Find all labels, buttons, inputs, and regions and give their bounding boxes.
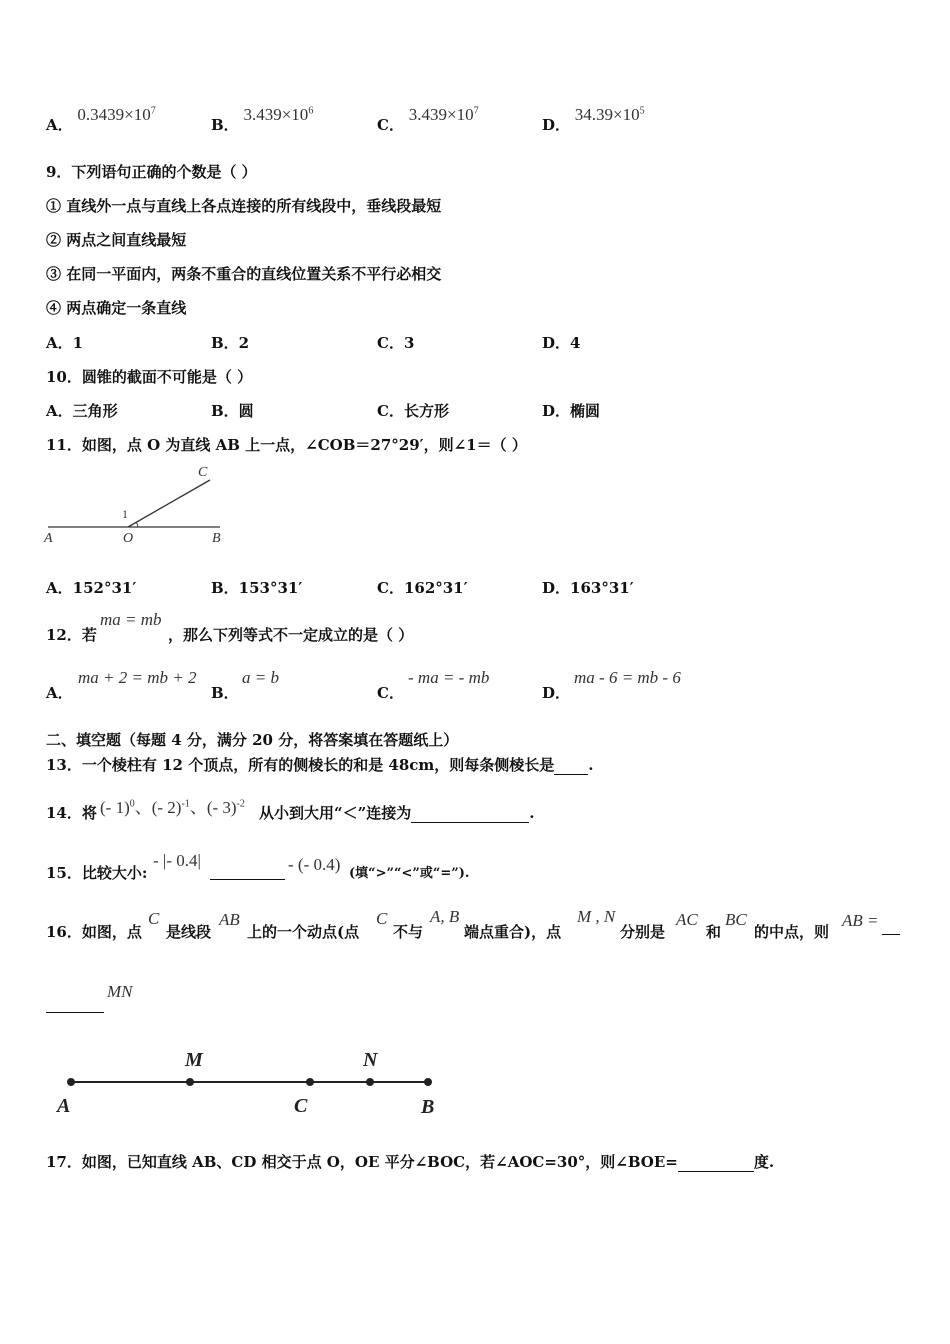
q11-option-d: D．163°31′: [542, 579, 634, 597]
q16-t4: 不与: [393, 923, 424, 941]
q12-option-b-letter: B．: [211, 684, 239, 702]
q16-fig-label-m: M: [185, 1049, 203, 1071]
q15-right-expr: - (- 0.4): [288, 855, 341, 874]
q8-option-b: B． $3.439\times 10^6$: [211, 105, 314, 134]
q10-stem: 10．圆锥的截面不可能是（ ）: [46, 368, 253, 386]
q9-option-b: B．2: [211, 334, 250, 352]
q8-option-a: A． $0.3439\times 10^7$: [46, 105, 156, 134]
q17-answer-blank[interactable]: [678, 1153, 754, 1172]
q12-stem-suffix: ，那么下列等式不一定成立的是（ ）: [168, 626, 414, 644]
q12-option-c-expr: - ma = - mb: [408, 668, 490, 687]
q15-left-expr: - |- 0.4|: [153, 851, 201, 870]
q12-option-a-letter: A．: [46, 684, 73, 702]
q16-t7: 和: [706, 923, 722, 941]
q10-option-c: C．长方形: [377, 402, 449, 420]
q16-bc: BC: [725, 910, 747, 929]
q16-ab: AB: [219, 910, 240, 929]
q16-figure: [50, 1042, 450, 1122]
q11-label-a: A: [44, 531, 53, 546]
q10-option-b: B．圆: [211, 402, 254, 420]
q11-label-angle: 1: [122, 507, 128, 521]
q16-c2: C: [376, 909, 388, 928]
q16-answer-blank-2[interactable]: [46, 996, 104, 1013]
q9-statement-3: ③ 在同一平面内，两条不重合的直线位置关系不平行必相交: [46, 265, 442, 283]
q16-t5: 端点重合)，点: [464, 923, 562, 941]
q11-figure: [40, 460, 240, 552]
q16-t8: 的中点，则: [754, 923, 830, 941]
q9-statement-4: ④ 两点确定一条直线: [46, 299, 187, 317]
q10-option-a: A．三角形: [46, 402, 118, 420]
q16-c: C: [148, 909, 160, 928]
q16-fig-label-a: A: [57, 1095, 71, 1117]
q9-statement-2: ② 两点之间直线最短: [46, 231, 187, 249]
q12-stem-prefix: 12．若: [46, 626, 97, 644]
q10-option-d: D．椭圆: [542, 402, 601, 420]
q9-option-c: C．3: [377, 334, 415, 352]
q8-option-d: D． $34.39\times 10^5$: [542, 105, 645, 134]
q11-label-o: O: [123, 531, 134, 546]
q16-ab3: AB =: [842, 911, 879, 930]
q11-option-c: C．162°31′: [377, 579, 468, 597]
q12-option-a-expr: ma + 2 = mb + 2: [78, 668, 197, 687]
q9-option-a: A．1: [46, 334, 84, 352]
q16-mn: M , N: [577, 907, 616, 926]
q14-answer-blank[interactable]: [411, 804, 529, 823]
q13-answer-blank[interactable]: [554, 756, 588, 775]
section2-heading: 二、填空题（每题 4 分，满分 20 分，将答案填在答题纸上）: [46, 731, 459, 749]
q9-stem: 9．下列语句正确的个数是（ ）: [46, 163, 257, 181]
q12-option-b-expr: a = b: [242, 668, 279, 687]
q11-option-b: B．153°31′: [211, 579, 303, 597]
q15-prefix: 15．比较大小:: [46, 864, 148, 882]
q15-suffix: (填“>”“<”或“=”).: [349, 866, 470, 881]
q8-option-c: C． $3.439\times 10^7$: [377, 105, 479, 134]
q14-expression: (- 1)$^0$、(- 2)$^{-1}$、(- 3)$^{-2}$: [100, 798, 245, 817]
q16-ac: AC: [676, 910, 698, 929]
q12-option-d-letter: D．: [542, 684, 571, 702]
q14-suffix: 从小到大用“＜”连接为 .: [259, 804, 535, 822]
q16-t6: 分别是: [620, 923, 666, 941]
q16-fig-label-n: N: [363, 1049, 378, 1071]
q14-prefix: 14．将: [46, 804, 97, 822]
q11-option-a: A．152°31′: [46, 579, 137, 597]
q16-mn2: MN: [107, 982, 133, 1001]
q12-option-c-letter: C．: [377, 684, 404, 702]
q11-label-c: C: [198, 465, 208, 480]
q13: 13．一个棱柱有 12 个顶点，所有的侧棱长的和是 48cm，则每条侧棱长是 .: [46, 756, 594, 774]
q16-t2: 是线段: [166, 923, 212, 941]
q16-answer-blank-1[interactable]: [882, 918, 900, 935]
q17: 17．如图，已知直线 AB、CD 相交于点 O，OE 平分∠BOC，若∠AOC=30°，则∠BOE= 度.: [46, 1153, 775, 1171]
q16-t1: 16．如图，点: [46, 923, 142, 941]
q12-condition: ma = mb: [100, 610, 162, 629]
q11-label-b: B: [212, 531, 221, 546]
q15-answer-blank[interactable]: [210, 862, 285, 880]
q16-ab2: A, B: [430, 907, 460, 926]
q16-fig-label-c: C: [294, 1095, 308, 1117]
q9-statement-1: ① 直线外一点与直线上各点连接的所有线段中，垂线段最短: [46, 197, 442, 215]
q16-fig-label-b: B: [421, 1096, 435, 1118]
q9-option-d: D．4: [542, 334, 581, 352]
q12-option-d-expr: ma - 6 = mb - 6: [574, 668, 681, 687]
q16-t3: 上的一个动点(点: [247, 923, 360, 941]
q11-stem: 11．如图，点 O 为直线 AB 上一点，∠COB＝27°29′，则∠1＝（ ）: [46, 436, 527, 454]
